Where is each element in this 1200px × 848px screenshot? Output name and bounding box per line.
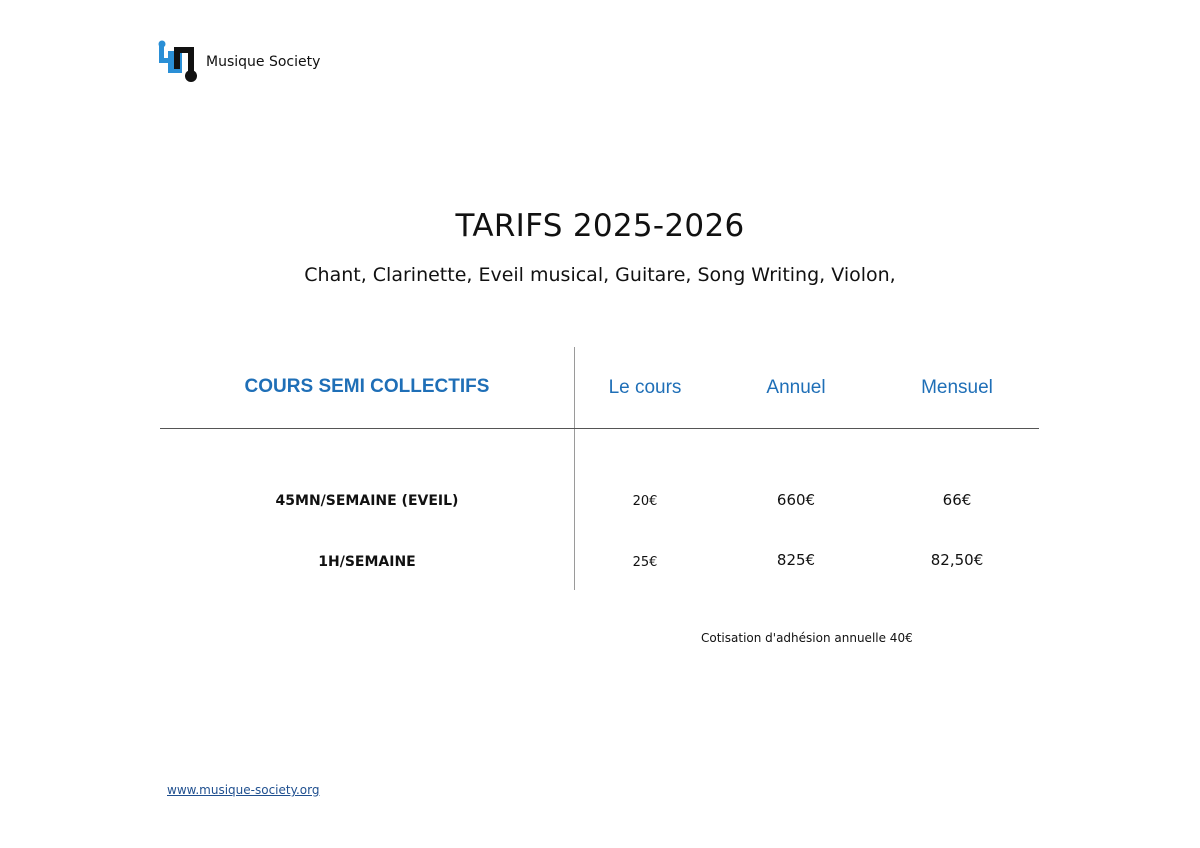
- membership-fee-note: Cotisation d'adhésion annuelle 40€: [701, 631, 913, 645]
- row-label-45mn: 45MN/SEMAINE (EVEIL): [275, 493, 459, 509]
- column-header-le-cours: Le cours: [608, 377, 682, 398]
- cell-annuel-1h: 825€: [776, 551, 816, 569]
- page-title: TARIFS 2025-2026: [455, 208, 745, 244]
- cell-mensuel-45mn: 66€: [942, 491, 972, 509]
- cell-cours-45mn: 20€: [632, 494, 658, 509]
- table-horizontal-divider: [160, 428, 1039, 429]
- row-label-1h: 1H/SEMAINE: [318, 554, 416, 570]
- column-header-annuel: Annuel: [766, 377, 826, 398]
- instrument-list: Chant, Clarinette, Eveil musical, Guitare, Song Writing, Violon,: [304, 264, 896, 286]
- brand-name: Musique Society: [206, 54, 321, 70]
- table-heading: COURS SEMI COLLECTIFS: [244, 376, 490, 397]
- website-link[interactable]: www.musique-society.org: [167, 783, 320, 797]
- cell-mensuel-1h: 82,50€: [930, 551, 984, 569]
- cell-cours-1h: 25€: [632, 555, 658, 570]
- music-note-logo-icon: [158, 39, 202, 83]
- cell-annuel-45mn: 660€: [776, 491, 816, 509]
- column-header-mensuel: Mensuel: [921, 377, 993, 398]
